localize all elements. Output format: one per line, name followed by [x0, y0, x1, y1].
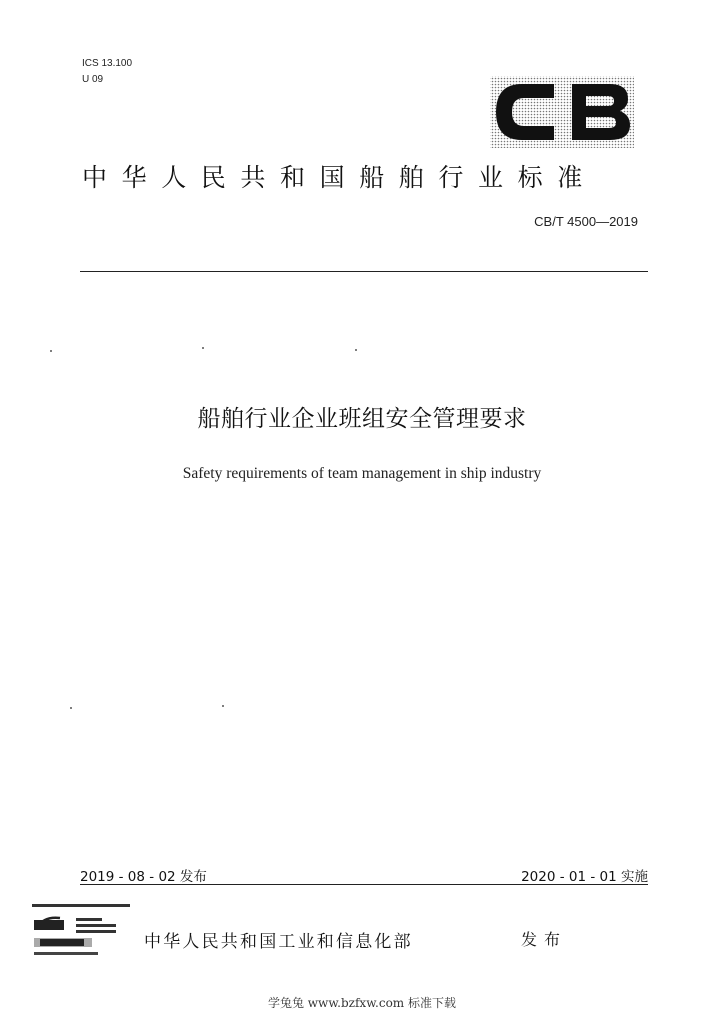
classification-block	[82, 56, 132, 88]
distributor-stamp	[30, 902, 132, 958]
scan-speck	[202, 347, 204, 349]
category-code: U 09	[82, 74, 104, 85]
publication-date: 2019 - 08 - 02 发布	[80, 869, 207, 885]
publisher-name: 中华人民共和国工业和信息化部	[144, 932, 413, 952]
scan-speck	[70, 707, 72, 709]
publish-label: 发布	[521, 930, 568, 949]
ics-code: ICS 13.100	[82, 58, 133, 69]
scan-speck	[355, 349, 357, 351]
standard-title: 中华人民共和国船舶行业标准	[82, 163, 597, 192]
bottom-divider	[80, 884, 648, 885]
footer-watermark: 学兔兔 www.bzfxw.com 标准下载	[267, 996, 457, 1010]
standard-code: CB/T 4500—2019	[534, 214, 638, 229]
document-title: 船舶行业企业班组安全管理要求	[197, 406, 527, 432]
cb-logo	[488, 74, 636, 150]
logo-letter-b	[572, 84, 630, 140]
implementation-date: 2020 - 01 - 01 实施	[521, 869, 648, 885]
scan-speck	[50, 350, 52, 352]
document-subtitle: Safety requirements of team management in ship industry	[182, 465, 542, 482]
scan-speck	[222, 705, 224, 707]
top-divider	[80, 271, 648, 272]
